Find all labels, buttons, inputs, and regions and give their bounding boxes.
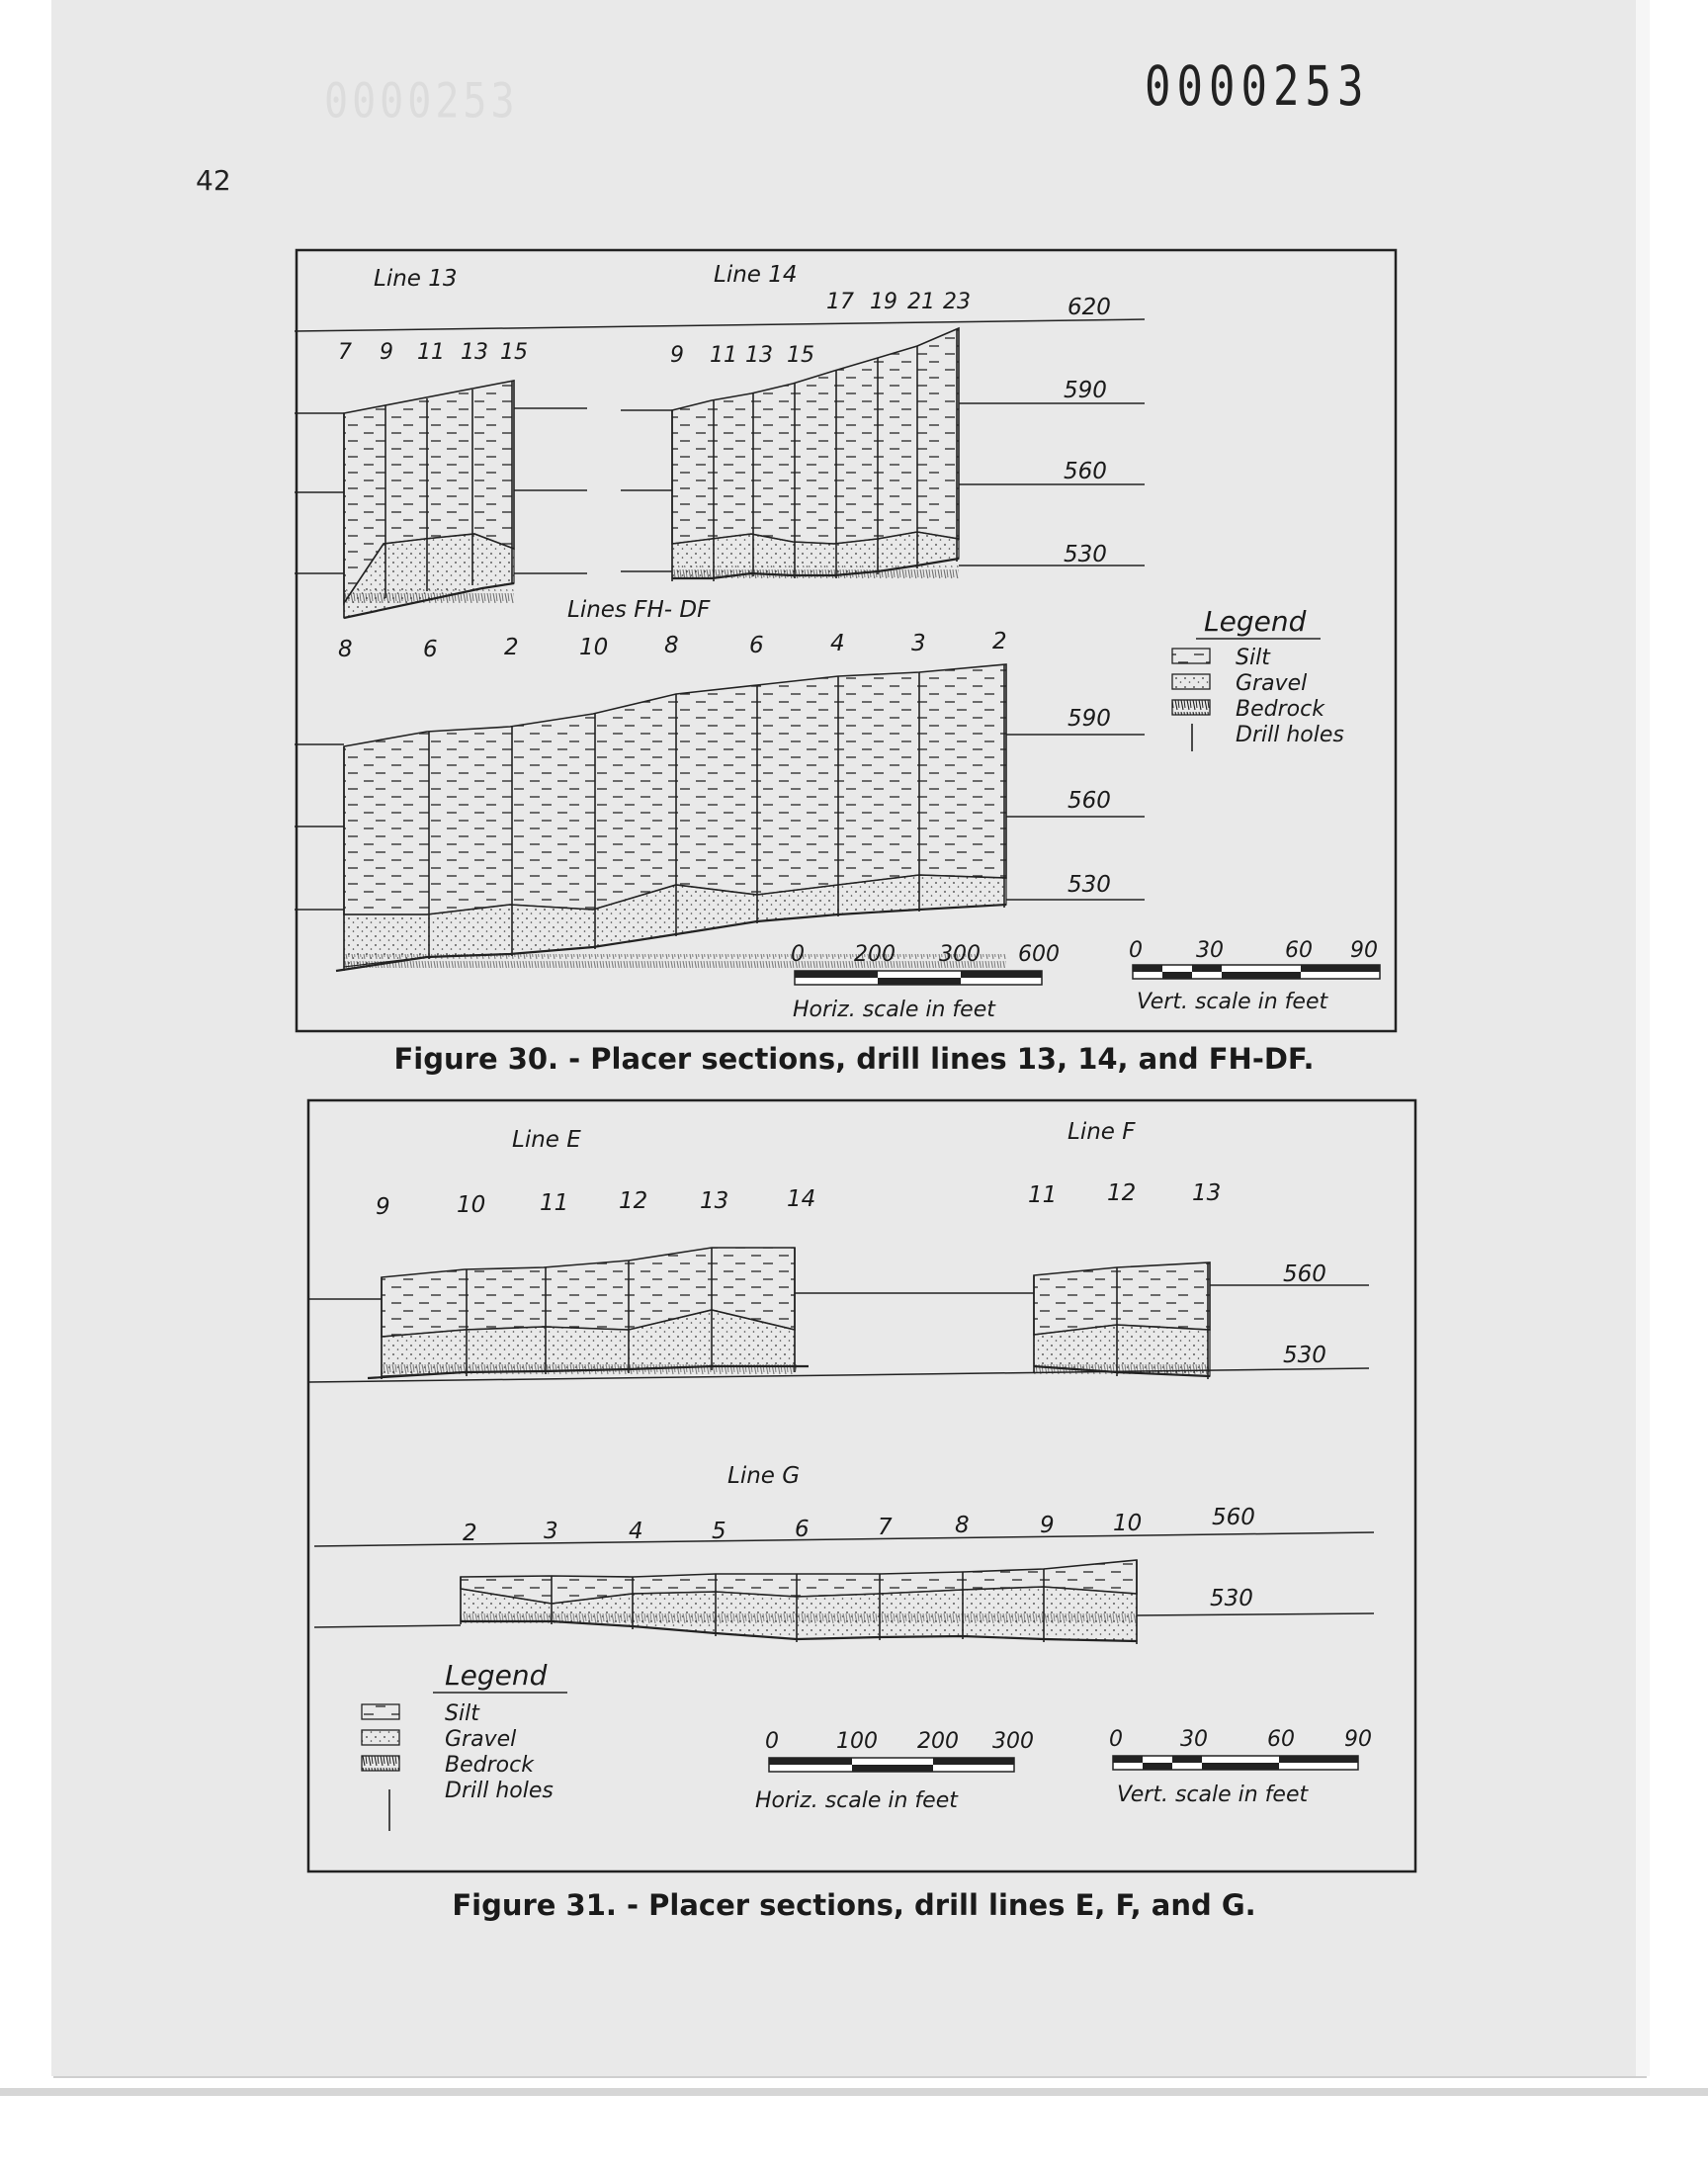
line13-title: Line 13 [374, 266, 458, 292]
line-e-hole: 10 [457, 1192, 486, 1218]
bedrock-swatch [362, 1756, 399, 1771]
fh-df-hole: 8 [664, 633, 679, 658]
line-f-hole: 12 [1107, 1180, 1137, 1206]
line14-title: Line 14 [714, 262, 798, 288]
figure-31 [308, 1100, 1415, 1871]
line-g-hole: 6 [795, 1517, 810, 1542]
silt-swatch [362, 1704, 399, 1719]
legend-item: Silt [445, 1701, 479, 1726]
elevation-label: 530 [1068, 872, 1111, 898]
fig30-vert-scale [1129, 938, 1380, 1014]
line14-hole: 19 [870, 290, 897, 314]
fh-df-hole: 3 [911, 631, 926, 656]
scale-tick: 30 [1196, 938, 1224, 963]
legend-item: Bedrock [445, 1753, 534, 1778]
scale-tick: 90 [1344, 1727, 1372, 1752]
line-e-hole: 14 [787, 1186, 816, 1212]
horiz-scale-label: Horiz. scale in feet [793, 998, 995, 1022]
line13-section [344, 381, 514, 618]
scale-tick: 300 [939, 942, 981, 967]
fh-df-hole: 6 [423, 637, 438, 662]
line-g-hole: 7 [878, 1515, 893, 1540]
scale-tick: 30 [1180, 1727, 1208, 1752]
fig31-horiz-scale [755, 1729, 1034, 1813]
line-g-hole: 8 [955, 1513, 970, 1538]
scale-tick: 0 [1109, 1727, 1123, 1752]
legend-item: Gravel [1236, 671, 1308, 696]
elevation-label: 560 [1068, 788, 1111, 814]
line14-hole: 13 [745, 343, 773, 368]
scale-tick: 300 [992, 1729, 1034, 1754]
line14-hole: 9 [670, 343, 684, 368]
figure-31-caption: Figure 31. - Placer sections, drill lines E, F, and G. [452, 1888, 1256, 1922]
line13-hole: 15 [500, 340, 528, 365]
fig30-legend [1172, 605, 1344, 751]
line13-hole: 11 [417, 340, 445, 365]
scale-tick: 0 [1129, 938, 1143, 963]
legend-item: Silt [1236, 646, 1270, 670]
line-f-hole: 13 [1192, 1180, 1222, 1206]
fh-df-hole: 2 [992, 629, 1007, 654]
line-g-hole: 2 [463, 1521, 477, 1546]
scale-tick: 100 [836, 1729, 878, 1754]
figure-30 [295, 250, 1396, 1031]
legend-title: Legend [1204, 605, 1307, 638]
elevation-label: 530 [1283, 1343, 1326, 1368]
line14-hole: 15 [787, 343, 814, 368]
silt-swatch [1172, 649, 1210, 663]
lines-fh-df-title: Lines FH- DF [567, 597, 711, 623]
horiz-scale-label: Horiz. scale in feet [755, 1788, 958, 1813]
document-stamp-number: 0000253 [1145, 55, 1370, 119]
page-number: 42 [196, 164, 231, 197]
scale-tick: 60 [1267, 1727, 1295, 1752]
fh-df-hole: 10 [579, 635, 609, 660]
scale-tick: 0 [791, 942, 805, 967]
line-g-hole: 4 [629, 1519, 643, 1544]
line14-hole: 17 [826, 290, 854, 314]
ghost-stamp: 0000253 [324, 74, 519, 130]
line-g-hole: 3 [544, 1519, 558, 1544]
legend-item: Drill holes [445, 1779, 554, 1803]
line13-hole: 9 [380, 340, 393, 365]
legend-item: Drill holes [1236, 723, 1344, 747]
fh-df-hole: 8 [338, 637, 353, 662]
line14-hole: 21 [907, 290, 935, 314]
line14-hole: 23 [943, 290, 971, 314]
line-f-section [1034, 1262, 1210, 1379]
gravel-swatch [1172, 674, 1210, 689]
elevation-label: 530 [1210, 1586, 1253, 1611]
fig31-vert-scale [1109, 1727, 1372, 1807]
scale-tick: 200 [917, 1729, 959, 1754]
line-e-hole: 12 [619, 1188, 648, 1214]
bedrock-swatch [1172, 700, 1210, 715]
line-g-hole: 9 [1040, 1513, 1055, 1538]
vert-scale-label: Vert. scale in feet [1117, 1783, 1309, 1807]
fh-df-hole: 6 [749, 633, 764, 658]
line-f-hole: 11 [1028, 1182, 1058, 1208]
scale-tick: 0 [765, 1729, 779, 1754]
lines-fh-df-section [336, 664, 1006, 971]
line-f-title: Line F [1068, 1119, 1136, 1145]
legend-item: Gravel [445, 1727, 517, 1752]
gravel-swatch [362, 1730, 399, 1745]
line-e-section [368, 1248, 809, 1379]
line-e-hole: 11 [540, 1190, 569, 1216]
elevation-label: 590 [1064, 378, 1107, 403]
line-g-title: Line G [727, 1463, 801, 1489]
scale-tick: 600 [1018, 942, 1060, 967]
line-g-hole: 10 [1113, 1511, 1143, 1536]
elevation-label: 560 [1212, 1505, 1255, 1530]
line14-hole: 11 [710, 343, 737, 368]
line-e-hole: 13 [700, 1188, 729, 1214]
legend-title: Legend [445, 1659, 548, 1692]
line13-hole: 13 [461, 340, 488, 365]
fh-df-hole: 2 [504, 635, 519, 660]
elevation-label: 560 [1064, 459, 1107, 484]
scale-tick: 200 [854, 942, 896, 967]
scale-tick: 90 [1350, 938, 1378, 963]
legend-item: Bedrock [1236, 697, 1324, 722]
line-g-section [461, 1560, 1137, 1644]
fig31-legend [362, 1659, 567, 1831]
line13-hole: 7 [338, 340, 352, 365]
vert-scale-label: Vert. scale in feet [1137, 990, 1328, 1014]
figure-30-caption: Figure 30. - Placer sections, drill lines 13, 14, and FH-DF. [393, 1042, 1315, 1076]
elevation-label: 560 [1283, 1262, 1326, 1287]
elevation-label: 590 [1068, 706, 1111, 732]
line-g-hole: 5 [712, 1519, 726, 1544]
line-e-title: Line E [512, 1127, 581, 1153]
fh-df-hole: 4 [830, 631, 845, 656]
scale-tick: 60 [1285, 938, 1313, 963]
elevation-label: 530 [1064, 542, 1107, 567]
line-e-hole: 9 [376, 1194, 390, 1220]
elevation-label: 620 [1068, 295, 1111, 320]
